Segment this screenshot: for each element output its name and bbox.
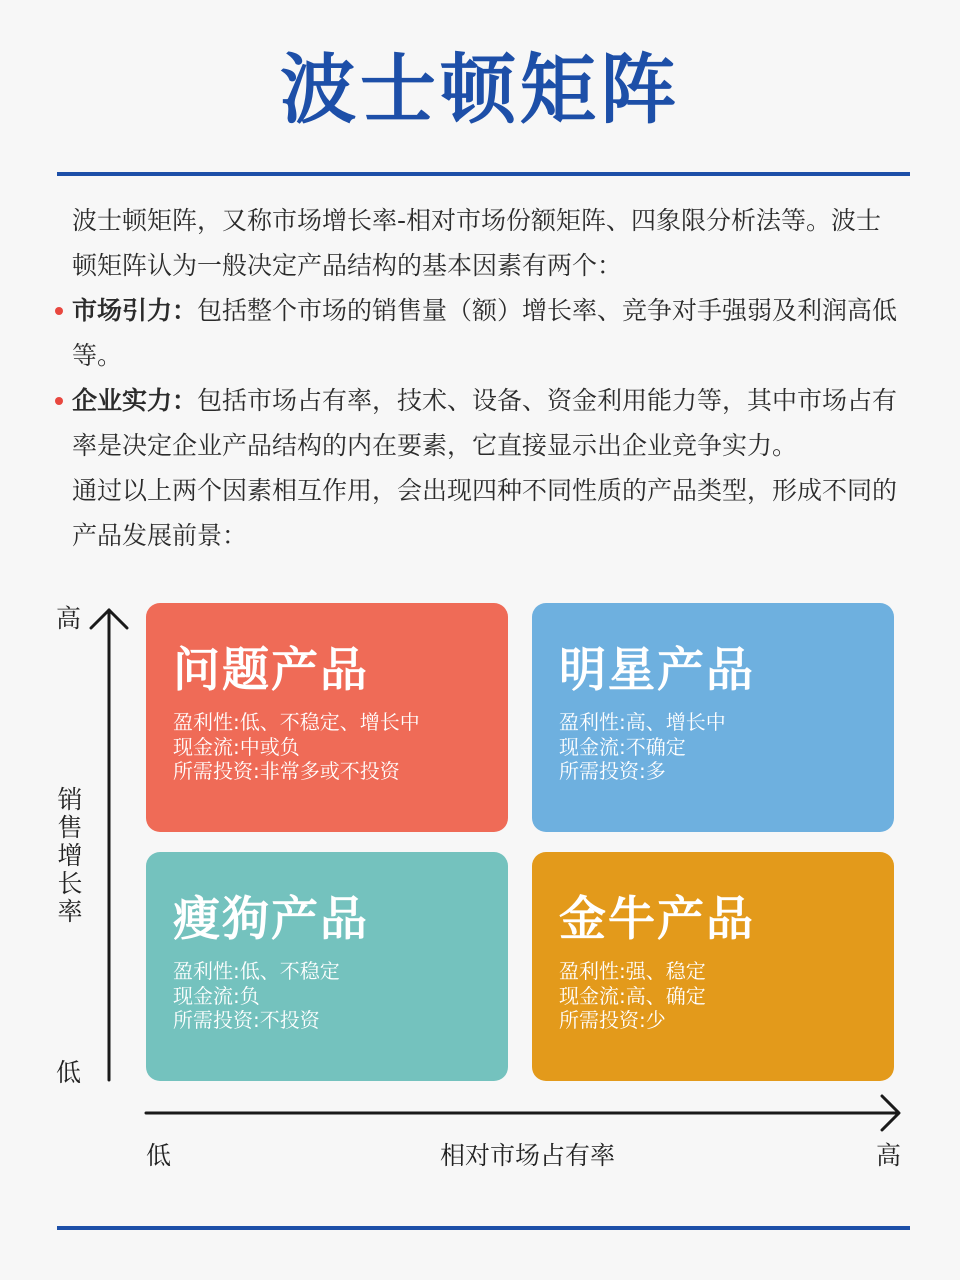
page-title: 波士顿矩阵 bbox=[280, 45, 680, 134]
y-axis-low-label: 低 bbox=[56, 1058, 82, 1087]
quadrant-cashflow: 现金流:负 bbox=[173, 983, 260, 1008]
quadrant-cashflow: 现金流:中或负 bbox=[173, 734, 300, 759]
quadrant-cashflow: 现金流:高、确定 bbox=[559, 983, 706, 1008]
intro-paragraph: 波士顿矩阵，又称市场增长率-相对市场份额矩阵、四象限分析法等。波士顿矩阵认为一般决定产品结构的基本因素有两个： bbox=[72, 206, 882, 280]
quadrant-profitability: 盈利性:高、增长中 bbox=[559, 710, 726, 734]
factor-text: 包括市场占有率，技术、设备、资金利用能力等，其中市场占有率是决定企业产品结构的内在要素，它直接显示出企业竞争实力。 bbox=[72, 386, 898, 460]
factor-head: 市场引力： bbox=[72, 296, 198, 325]
quadrant-dog-product bbox=[146, 852, 508, 1081]
quadrant-profitability: 盈利性:强、稳定 bbox=[559, 959, 706, 983]
quadrant-profitability: 盈利性:低、不稳定 bbox=[173, 959, 340, 983]
y-axis-arrow bbox=[91, 610, 127, 1080]
quadrant-profitability: 盈利性:低、不稳定、增长中 bbox=[173, 710, 420, 734]
quadrant-star-product bbox=[532, 603, 894, 832]
x-axis-arrow bbox=[146, 1096, 899, 1130]
quadrant-title: 明星产品 bbox=[559, 643, 755, 698]
y-axis-high-label: 高 bbox=[56, 604, 82, 633]
quadrant-investment: 所需投资:少 bbox=[559, 1008, 666, 1032]
x-axis-low-label: 低 bbox=[146, 1141, 172, 1170]
factor-text: 包括整个市场的销售量（额）增长率、竞争对手强弱及利润高低等。 bbox=[72, 296, 898, 370]
quadrant-investment: 所需投资:多 bbox=[559, 759, 666, 783]
quadrant-investment: 所需投资:非常多或不投资 bbox=[173, 759, 400, 783]
quadrant-title: 金牛产品 bbox=[559, 892, 755, 947]
conclusion-paragraph: 通过以上两个因素相互作用，会出现四种不同性质的产品类型，形成不同的产品发展前景： bbox=[72, 476, 898, 550]
quadrant-cash-cow-product bbox=[532, 852, 894, 1081]
bottom-divider bbox=[57, 1226, 910, 1230]
quadrant-title: 瘦狗产品 bbox=[173, 892, 369, 947]
quadrant-title: 问题产品 bbox=[173, 643, 369, 698]
x-axis-title: 相对市场占有率 bbox=[440, 1141, 616, 1170]
quadrant-cashflow: 现金流:不确定 bbox=[559, 734, 686, 759]
factor-head: 企业实力： bbox=[72, 386, 198, 415]
y-axis-title: 销售增长率 bbox=[57, 785, 83, 926]
x-axis-high-label: 高 bbox=[876, 1141, 902, 1170]
quadrant-question-product bbox=[146, 603, 508, 832]
quadrant-investment: 所需投资:不投资 bbox=[173, 1008, 320, 1032]
